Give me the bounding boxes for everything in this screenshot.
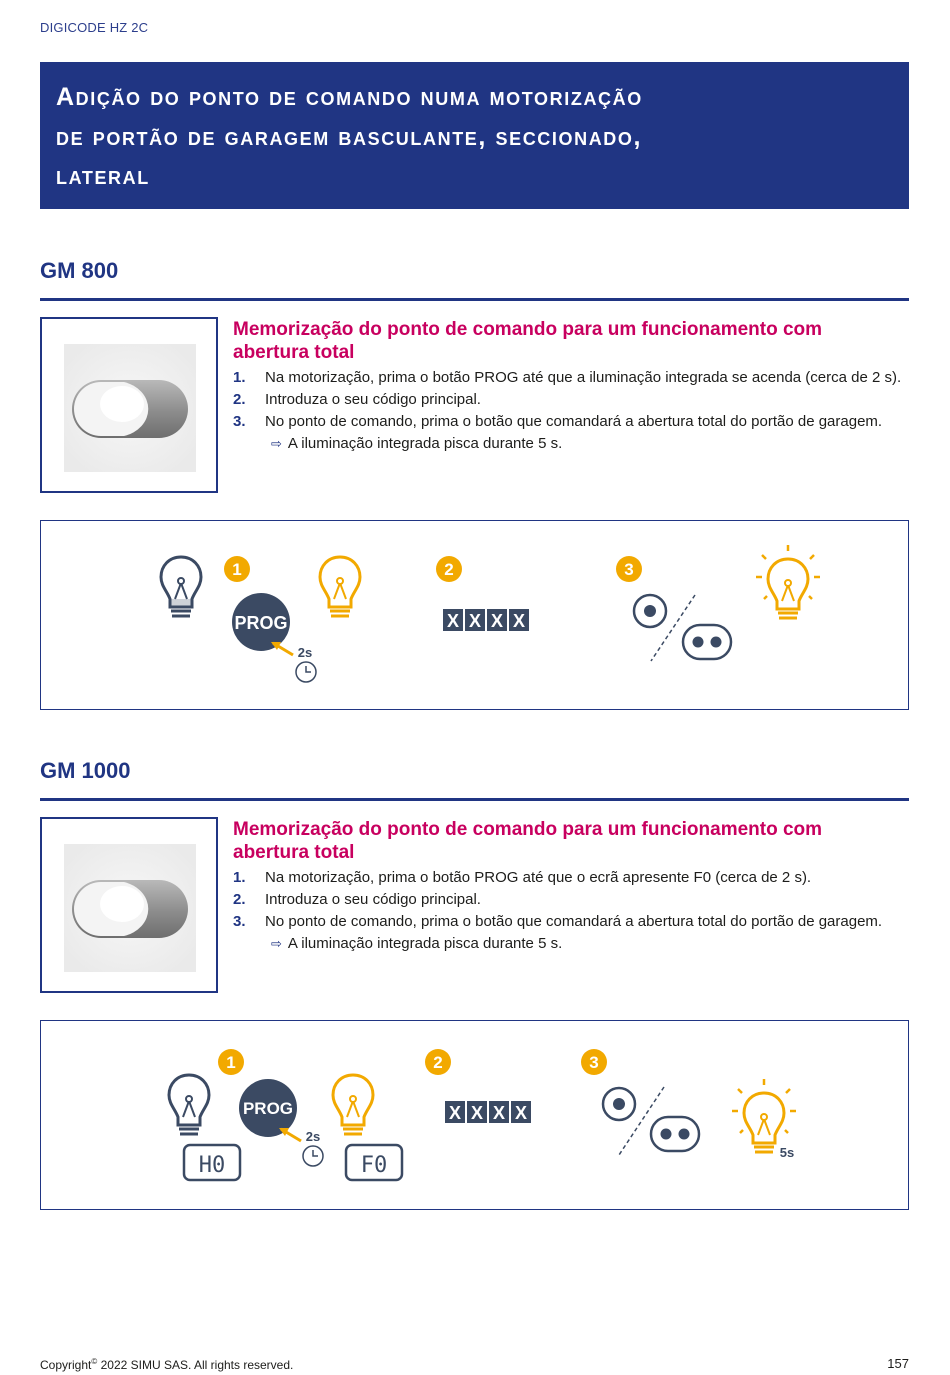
copyright-notice [40,1357,293,1372]
svg-text:1: 1 [226,1053,236,1072]
step-number: 2. [233,891,246,908]
step-number: 3. [233,413,246,430]
code-key: X [448,1103,462,1123]
code-key: X [446,611,460,631]
clock-icon [303,1146,323,1166]
code-key: X [514,1103,528,1123]
bulb-off-icon [169,1075,209,1134]
step-badge-1 [218,1049,244,1075]
step-item [233,414,909,430]
page-title-line-1: Adição do ponto de comando numa motorização [56,83,643,111]
copyright-mark: © [91,1357,98,1366]
section-heading-gm1000: GM 1000 [40,758,131,783]
remote-photo-frame [40,817,218,993]
duration-label: 2s [297,645,313,660]
step-list [233,370,909,430]
svg-text:2: 2 [433,1053,443,1072]
result-text: A iluminação integrada pisca durante 5 s. [287,935,563,952]
procedure-diagram-gm800 [40,520,909,710]
procedure-diagram-gm1000 [40,1020,909,1210]
code-entry-keys [445,1101,531,1123]
display-before-icon [184,1145,240,1180]
bulb-blinking-icon [756,545,820,618]
clock-icon [296,662,316,682]
instruction-block-gm800 [233,318,909,452]
step-item [233,392,909,408]
svg-text:F0: F0 [360,1153,388,1178]
instruction-title-line-2: abertura total [233,342,355,363]
instruction-title [233,818,909,864]
copyright-text: 2022 SIMU SAS. All rights reserved. [97,1358,294,1372]
instruction-block-gm1000 [233,818,909,952]
remote-button-double-dot-icon [651,1117,699,1151]
svg-text:PROG: PROG [242,1099,294,1118]
result-line [233,436,909,452]
duration-label: 2s [305,1129,321,1144]
step-number: 3. [233,913,246,930]
code-key: X [492,1103,506,1123]
document-label: DIGICODE HZ 2C [40,20,149,35]
step-badge-3 [581,1049,607,1075]
bulb-off-icon [161,557,201,616]
result-arrow-icon: ⇨ [271,436,282,451]
page-title-band [40,62,909,209]
step-badge-2 [425,1049,451,1075]
wall-remote-image [64,844,196,972]
step-text: Introduza o seu código principal. [265,391,481,408]
svg-text:3: 3 [589,1053,599,1072]
result-line [233,936,909,952]
svg-text:PROG: PROG [234,613,288,633]
svg-text:1: 1 [232,560,242,579]
instruction-title-line-1: Memorização do ponto de comando para um funcionamento com [233,319,823,340]
step-text: No ponto de comando, prima o botão que comandará a abertura total do portão de garagem. [265,413,883,430]
step-badge-1 [224,556,250,582]
instruction-title-line-1: Memorização do ponto de comando para um funcionamento com [233,819,823,840]
step-number: 1. [233,869,246,886]
display-after-icon [346,1145,402,1180]
prog-button-icon [232,593,293,655]
code-key: X [490,611,504,631]
step-badge-3 [616,556,642,582]
section-rule [40,798,909,801]
page-title-line-3: lateral [56,162,150,190]
step-number: 2. [233,391,246,408]
step-text: No ponto de comando, prima o botão que comandará a abertura total do portão de garagem. [265,913,883,930]
bulb-blinking-icon [732,1079,796,1152]
svg-text:2: 2 [444,560,454,579]
step-item [233,914,909,930]
svg-text:H0: H0 [198,1153,226,1178]
page-number: 157 [887,1356,909,1371]
remote-button-single-dot-icon [603,1088,635,1120]
step-text: Na motorização, prima o botão PROG até que a iluminação integrada se acenda (cerca de 2 s). [265,369,902,386]
step-item [233,892,909,908]
instruction-title [233,318,909,364]
page-title-line-2: de portão de garagem basculante, seccionado, [56,122,643,151]
code-entry-keys [443,609,529,631]
step-number: 1. [233,369,246,386]
blink-duration-label: 5s [779,1145,795,1160]
copyright-prefix: Copyright [40,1358,92,1372]
bulb-on-icon [320,557,360,616]
remote-button-double-dot-icon [683,625,731,659]
prog-button-icon [239,1079,301,1141]
code-key: X [512,611,526,631]
bulb-on-icon [333,1075,373,1134]
step-badge-2 [436,556,462,582]
result-arrow-icon: ⇨ [271,936,282,951]
result-text: A iluminação integrada pisca durante 5 s. [287,435,563,452]
remote-button-single-dot-icon [634,595,666,627]
step-list [233,870,909,930]
step-item [233,870,909,886]
procedure-illustration [41,1021,910,1211]
remote-photo-frame [40,317,218,493]
section-rule [40,298,909,301]
code-key: X [470,1103,484,1123]
procedure-illustration [41,521,910,711]
step-item [233,370,909,386]
section-heading-gm800: GM 800 [40,258,119,283]
step-text: Introduza o seu código principal. [265,891,481,908]
code-key: X [468,611,482,631]
page-title [56,78,893,197]
wall-remote-image [64,344,196,472]
step-text: Na motorização, prima o botão PROG até que o ecrã apresente F0 (cerca de 2 s). [265,869,812,886]
instruction-title-line-2: abertura total [233,842,355,863]
svg-text:3: 3 [624,560,634,579]
